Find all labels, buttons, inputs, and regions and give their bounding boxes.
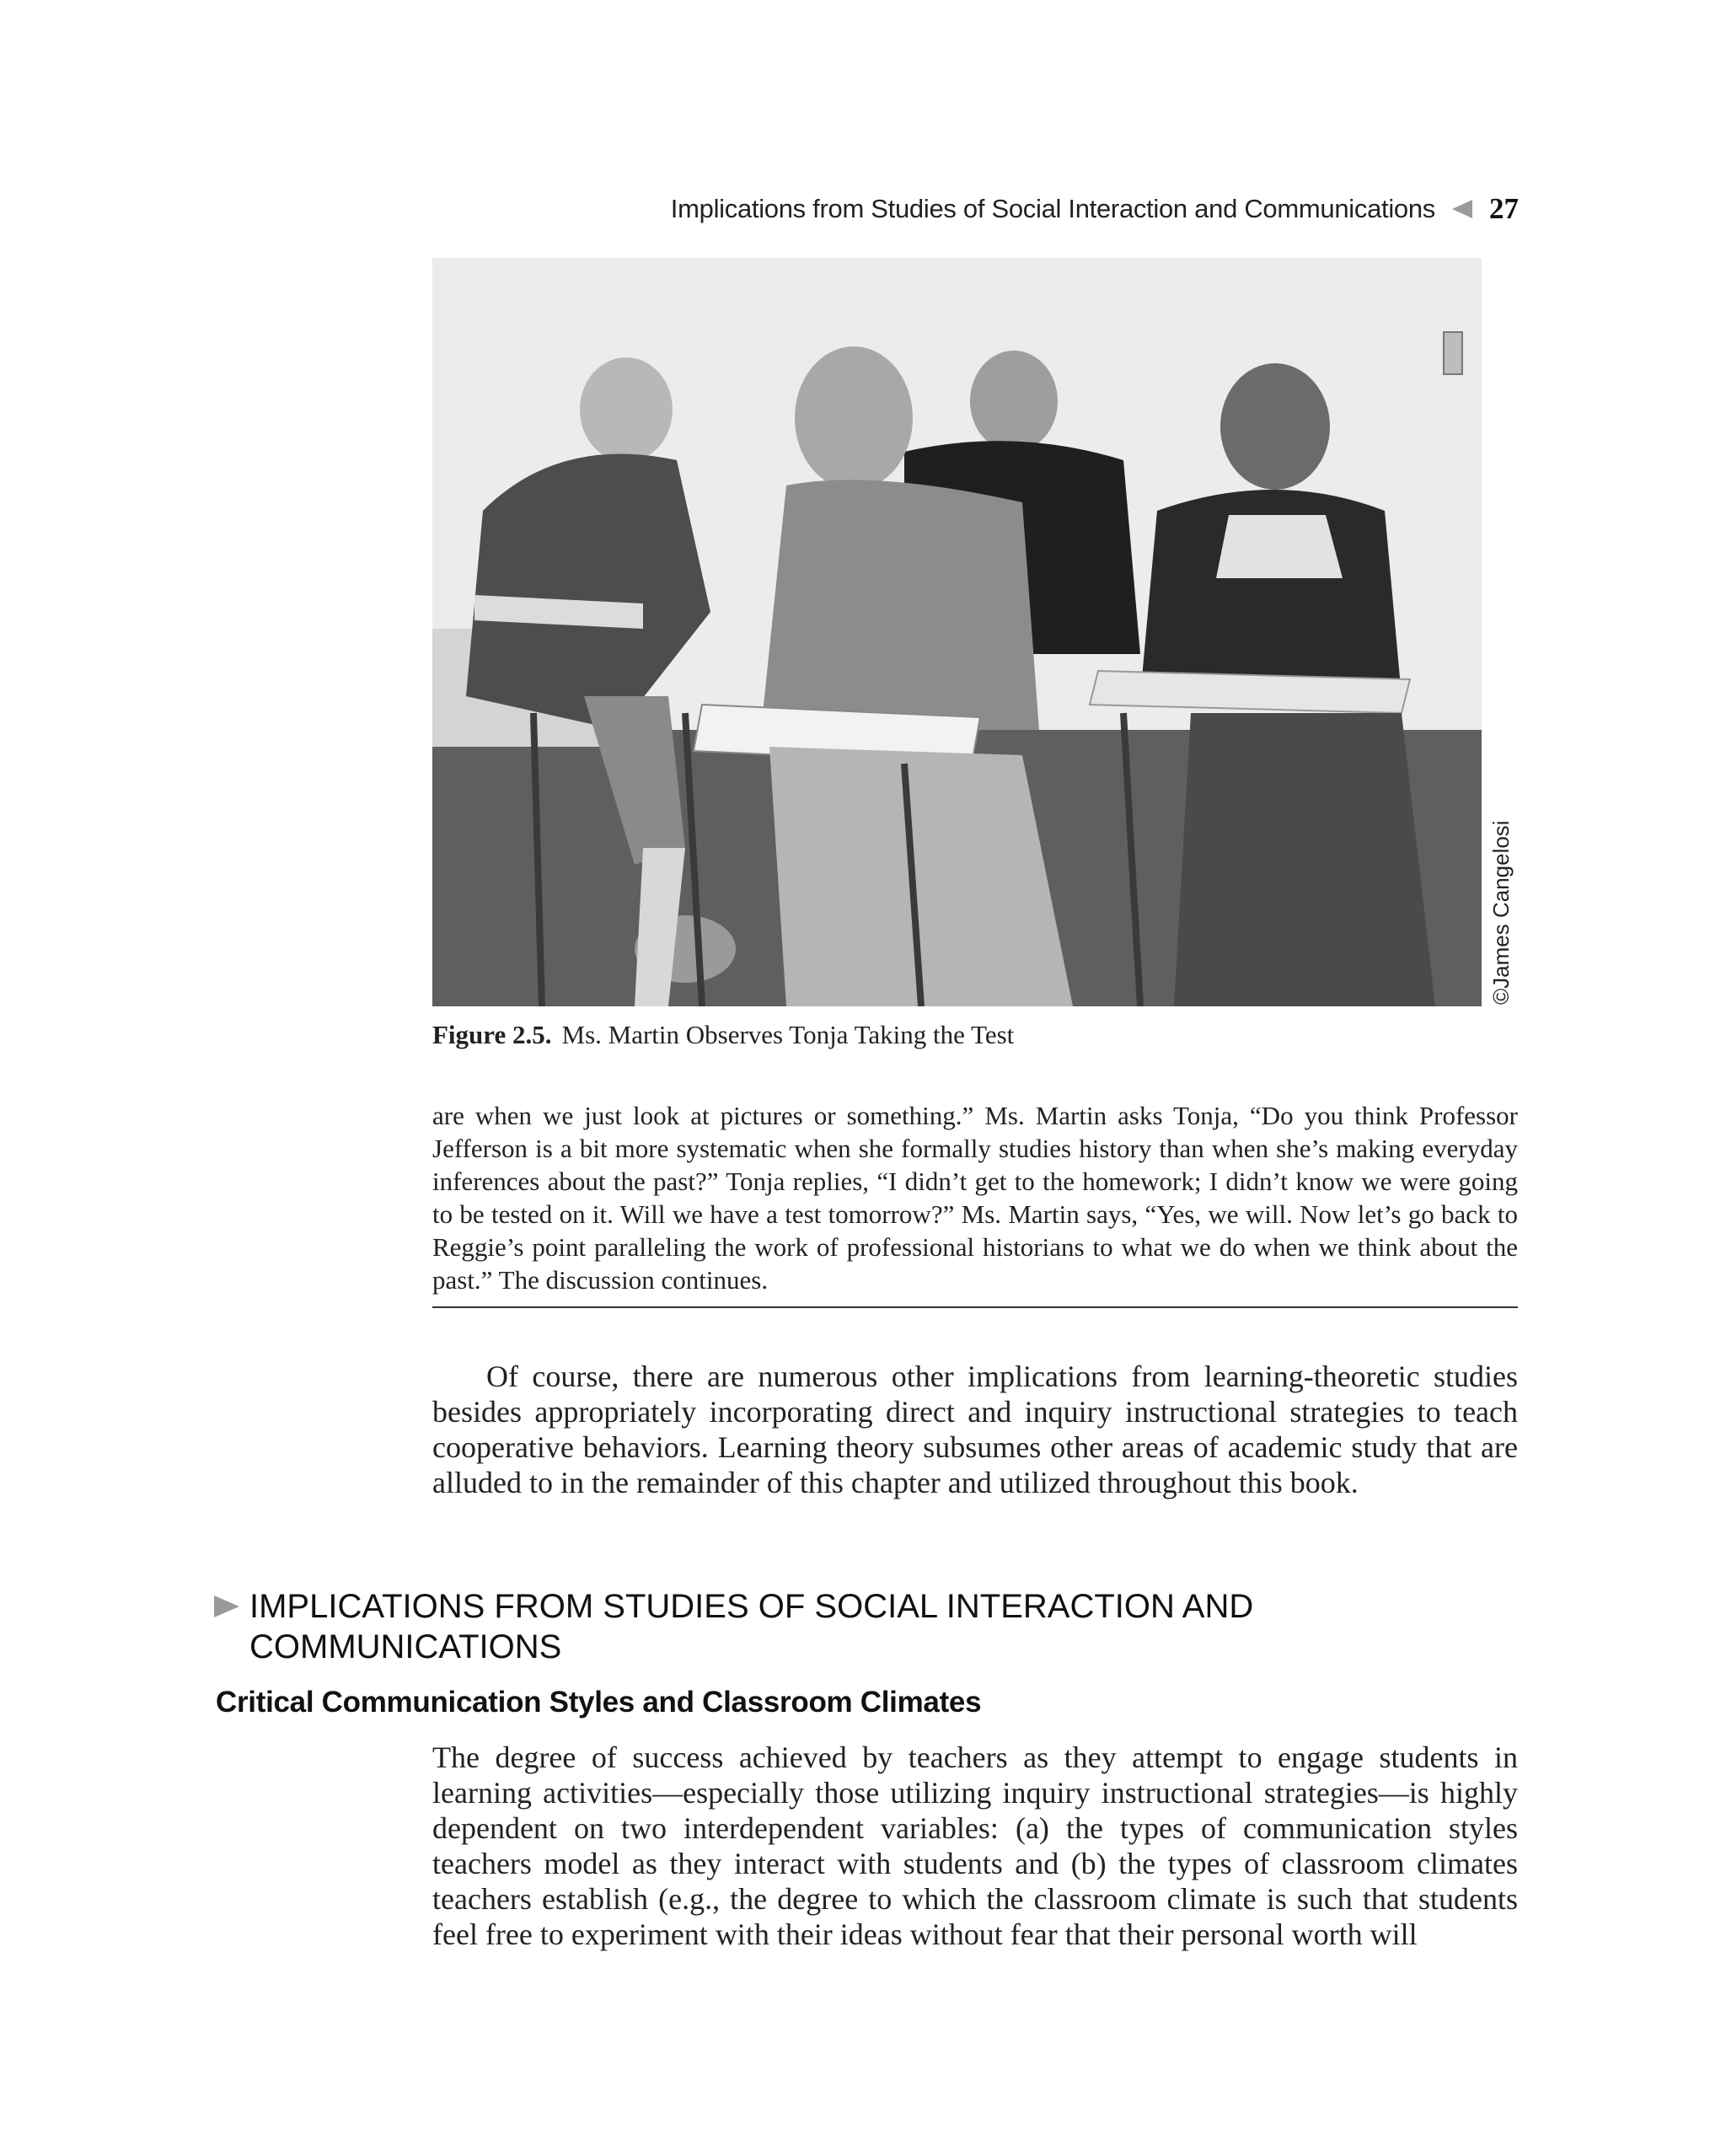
left-triangle-icon: [1452, 200, 1472, 218]
section-heading: [214, 1586, 1310, 1667]
right-triangle-icon: [214, 1596, 239, 1617]
body-paragraph-1: Of course, there are numerous other implications from learning-theoretic studies besides appropriately incorporating direct and inquiry instructional strategies to teach cooperative behaviors. Learning theory subsumes other areas of academic study that are alluded to in the remainder of this chapter and utilized throughout this book.: [432, 1360, 1518, 1499]
running-head-title: Implications from Studies of Social Interaction and Communications: [670, 194, 1435, 223]
section-heading-line2: COMMUNICATIONS: [249, 1628, 562, 1665]
body-paragraph-2: The degree of success achieved by teachers as they attempt to engage students in learning activities—especially those utilizing inquiry instructional strategies—is highly dependent on two interdependent variables: (a) the types of communication styles teachers model as they interact with students and (b) the types of classroom climates teachers establish (e.g., the degree to which the classroom climate is such that students feel free to experiment with their ideas without fear that their personal worth will: [432, 1740, 1518, 1951]
figure-caption-label: Figure 2.5.: [432, 1020, 552, 1049]
photo-students-taking-test-icon: [432, 258, 1482, 1006]
case-excerpt: are when we just look at pictures or something.” Ms. Martin asks Tonja, “Do you think Professor Jefferson is a bit more systematic when she formally studies history than when she’s making everyday inferences about the past?” Tonja replies, “I didn’t get to the homework; I didn’t know we were going to be tested on it. Will we have a test tomorrow?” Ms. Martin says, “Yes, we will. Now let’s go back to Reggie’s point paralleling the work of professional historians to what we do when we think about the past.” The discussion continues.: [432, 1099, 1518, 1308]
subheading: Critical Communication Styles and Classroom Climates: [216, 1686, 982, 1719]
figure-caption-text: Ms. Martin Observes Tonja Taking the Test: [561, 1020, 1015, 1049]
section-heading-line1: IMPLICATIONS FROM STUDIES OF SOCIAL INTERACTION AND: [249, 1588, 1254, 1625]
figure-photo: [432, 258, 1482, 1006]
photo-credit: ©James Cangelosi: [1488, 820, 1514, 1005]
page-number: 27: [1489, 192, 1519, 225]
running-head: [671, 192, 1519, 226]
figure-caption: [432, 1020, 1014, 1050]
